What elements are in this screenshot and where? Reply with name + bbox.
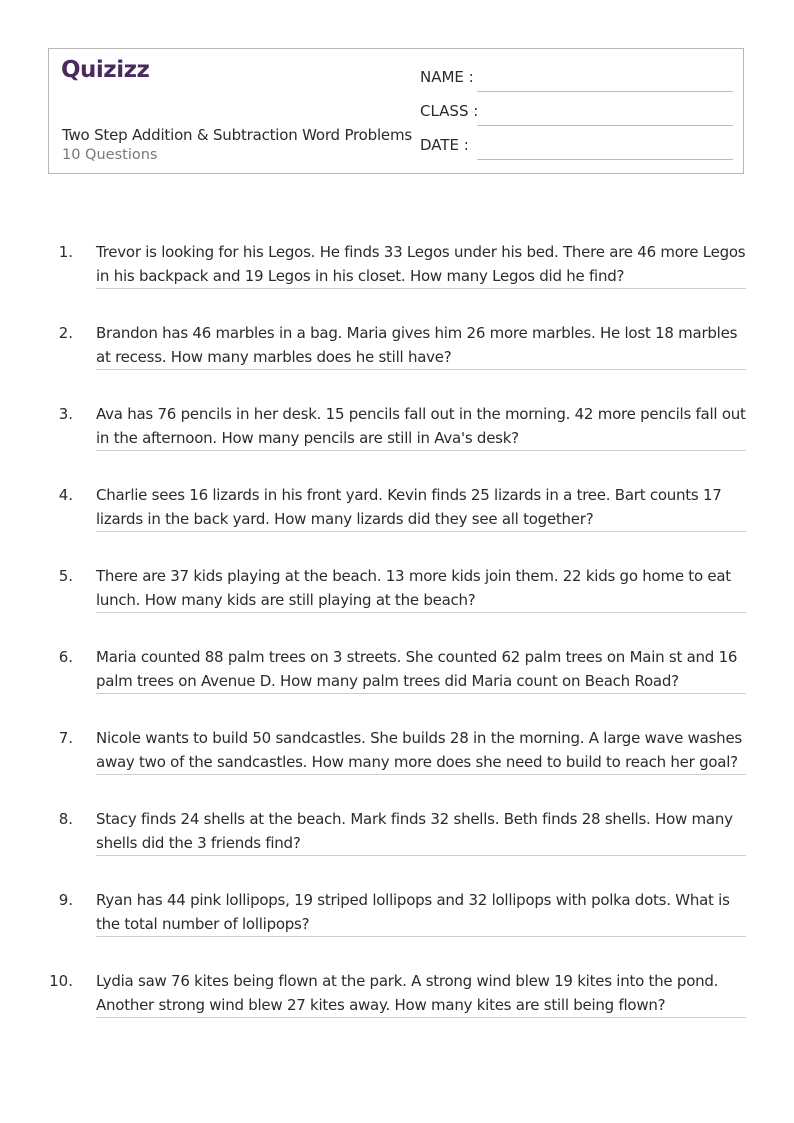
question-item: [0, 807, 794, 865]
question-text: Trevor is looking for his Legos. He finds 33 Legos under his bed. There are 46 more Legos in his backpack and 19 Legos in his closet. How many Legos did he find?: [96, 243, 746, 285]
question-number: 6.: [58, 648, 73, 666]
question-text: Lydia saw 76 kites being flown at the park. A strong wind blew 19 kites into the pond. Another strong wind blew 27 kites away. How many kites are still being flown?: [96, 972, 719, 1014]
question-item: [0, 726, 794, 784]
answer-line[interactable]: [96, 693, 746, 694]
question-text: Ava has 76 pencils in her desk. 15 pencils fall out in the morning. 42 more pencils fall out in the afternoon. How many pencils are still in Ava's desk?: [96, 405, 746, 447]
class-field[interactable]: [420, 102, 733, 126]
question-item: [0, 402, 794, 460]
question-number: 1.: [58, 243, 73, 261]
question-text: Brandon has 46 marbles in a bag. Maria gives him 26 more marbles. He lost 18 marbles at recess. How many marbles does he still have?: [96, 324, 738, 366]
answer-line[interactable]: [96, 288, 746, 289]
name-field[interactable]: [420, 68, 733, 92]
question-count: 10 Questions: [62, 147, 158, 163]
question-number: 5.: [58, 567, 73, 585]
question-text: Stacy finds 24 shells at the beach. Mark finds 32 shells. Beth finds 28 shells. How many shells did the 3 friends find?: [96, 810, 733, 852]
answer-line[interactable]: [96, 774, 746, 775]
question-number: 10.: [49, 972, 73, 990]
date-line: [477, 159, 733, 160]
name-line: [477, 91, 733, 92]
question-number: 3.: [58, 405, 73, 423]
question-item: [0, 645, 794, 703]
question-text: Maria counted 88 palm trees on 3 streets. She counted 62 palm trees on Main st and 16 palm trees on Avenue D. How many palm trees did Maria count on Beach Road?: [96, 648, 738, 690]
worksheet-title: Two Step Addition & Subtraction Word Problems: [62, 126, 412, 144]
question-item: [0, 888, 794, 946]
answer-line[interactable]: [96, 450, 746, 451]
answer-line[interactable]: [96, 531, 746, 532]
question-number: 8.: [58, 810, 73, 828]
answer-line[interactable]: [96, 612, 746, 613]
question-number: 4.: [58, 486, 73, 504]
date-field[interactable]: [420, 136, 733, 160]
question-number: 7.: [58, 729, 73, 747]
question-item: [0, 240, 794, 298]
question-number: 9.: [58, 891, 73, 909]
class-line: [477, 125, 733, 126]
question-number: 2.: [58, 324, 73, 342]
class-label: CLASS :: [420, 102, 479, 120]
date-label: DATE :: [420, 136, 469, 154]
answer-line[interactable]: [96, 936, 746, 937]
question-text: There are 37 kids playing at the beach. 13 more kids join them. 22 kids go home to eat lunch. How many kids are still playing at the beach?: [96, 567, 731, 609]
answer-line[interactable]: [96, 369, 746, 370]
question-text: Nicole wants to build 50 sandcastles. She builds 28 in the morning. A large wave washes away two of the sandcastles. How many more does she need to build to reach her goal?: [96, 729, 742, 771]
answer-line[interactable]: [96, 855, 746, 856]
question-item: [0, 321, 794, 379]
question-text: Ryan has 44 pink lollipops, 19 striped lollipops and 32 lollipops with polka dots. What is the total number of lollipops?: [96, 891, 730, 933]
question-item: [0, 969, 794, 1027]
answer-line[interactable]: [96, 1017, 746, 1018]
question-item: [0, 564, 794, 622]
worksheet-header: [48, 48, 744, 174]
question-item: [0, 483, 794, 541]
quizizz-logo: Quizizz: [61, 57, 150, 83]
name-label: NAME :: [420, 68, 474, 86]
question-text: Charlie sees 16 lizards in his front yard. Kevin finds 25 lizards in a tree. Bart counts 17 lizards in the back yard. How many lizards did they see all together?: [96, 486, 722, 528]
